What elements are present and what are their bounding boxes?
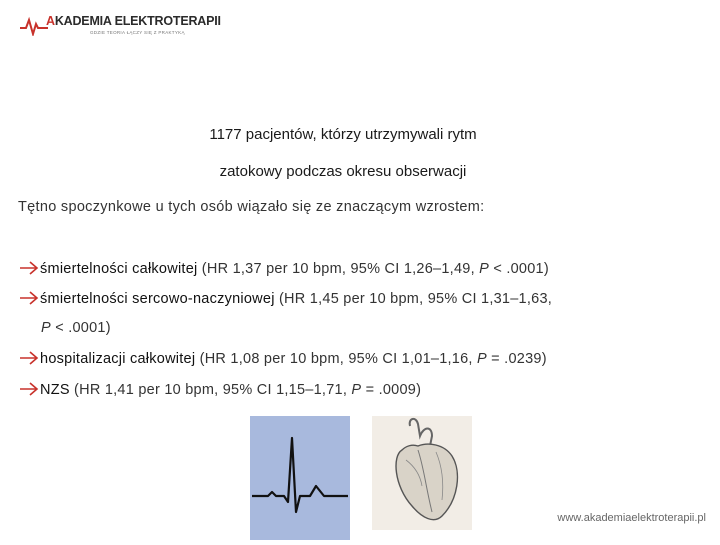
- slide-title-line-2: zatokowy podczas okresu obserwacji: [219, 163, 467, 180]
- item-p: P: [351, 382, 362, 398]
- intro-text: Tętno spoczynkowe u tych osób wiązało się ze znaczącym wzrostem:: [18, 199, 485, 215]
- item-detail: (HR 1,41 per 10 bpm, 95% CI 1,15–1,71,: [69, 382, 352, 398]
- heart-icon: [372, 416, 472, 530]
- arrow-right-icon: [18, 261, 40, 275]
- logo-subtitle: GDZIE TEORIA ŁĄCZY SIĘ Z PRAKTYKĄ: [90, 30, 185, 35]
- item-term: NZS: [40, 382, 70, 398]
- list-item-cv-mortality: [18, 291, 552, 307]
- item-pval: = .0009): [361, 382, 422, 398]
- heart-illustration: [372, 416, 472, 530]
- list-item-cv-mortality-continuation: [41, 320, 111, 336]
- item-term: hospitalizacji całkowitej: [40, 351, 196, 367]
- item-p: P: [476, 351, 487, 367]
- item-pval: = .0239): [486, 351, 547, 367]
- item-pval: < .0001): [50, 320, 111, 336]
- list-item-hospitalization: [18, 351, 547, 367]
- item-pval: < .0001): [489, 261, 549, 277]
- logo-heartbeat-icon: [20, 14, 48, 36]
- logo: [20, 14, 221, 38]
- arrow-right-icon: [18, 382, 40, 396]
- ecg-trace-icon: [250, 416, 350, 540]
- item-detail: (HR 1,45 per 10 bpm, 95% CI 1,31–1,63,: [274, 291, 553, 307]
- arrow-right-icon: [18, 291, 40, 305]
- arrow-right-icon: [18, 351, 40, 365]
- item-detail: (HR 1,37 per 10 bpm, 95% CI 1,26–1,49,: [197, 261, 480, 277]
- logo-title: AKADEMIA ELEKTROTERAPII: [46, 14, 221, 28]
- list-item-nzs: [18, 382, 421, 398]
- item-p: P: [479, 261, 490, 277]
- ecg-image: [250, 416, 350, 540]
- item-detail: (HR 1,08 per 10 bpm, 95% CI 1,01–1,16,: [195, 351, 477, 367]
- item-term: śmiertelności całkowitej: [40, 261, 198, 277]
- item-term: śmiertelności sercowo-naczyniowej: [40, 291, 275, 307]
- list-item-all-cause-mortality: [18, 261, 549, 277]
- footer-website: www.akademiaelektroterapii.pl: [557, 512, 706, 524]
- slide-title-line-1: 1177 pacjentów, którzy utrzymywali rytm: [209, 126, 477, 143]
- item-p: P: [41, 320, 51, 336]
